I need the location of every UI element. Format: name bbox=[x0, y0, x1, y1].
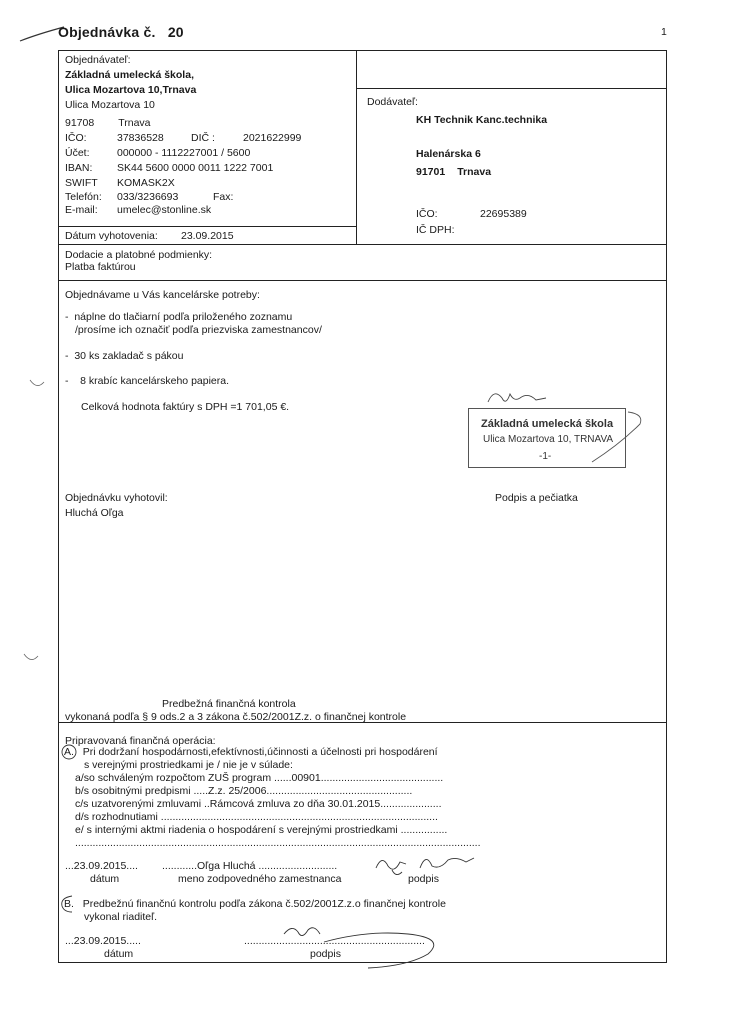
terms-top-line bbox=[58, 244, 667, 245]
dotted-line: ........................................................................................................................................... bbox=[75, 837, 481, 849]
order-item-2: - 30 ks zakladač s pákou bbox=[65, 350, 184, 362]
issued-by-name: Hluchá Oľga bbox=[65, 507, 124, 519]
responsible-name-label: meno zodpovedného zamestnanca bbox=[178, 873, 342, 885]
check-c-contracts: c/s uzatvorenými zmluvami ..Rámcová zmluva zo dňa 30.01.2015..................... bbox=[75, 798, 442, 810]
order-item-1-note: /prosíme ich označiť podľa priezviska zamestnancov/ bbox=[75, 324, 322, 336]
check-d-decisions: d/s rozhodnutiami ............................................................................................... bbox=[75, 811, 438, 823]
section-a-line-1: A. Pri dodržaní hospodárnosti,efektívnosti,účinnosti a účelnosti pri hospodárení bbox=[64, 746, 438, 758]
director-sign-dots: .............................................................. bbox=[244, 935, 425, 947]
check-a-budget: a/so schváleným rozpočtom ZUŠ program ......00901.......................................... bbox=[75, 772, 444, 784]
supplier-icdph-row: IČ DPH: bbox=[416, 224, 455, 236]
supplier-label: Dodávateľ: bbox=[367, 96, 418, 108]
responsible-date: ...23.09.2015.... bbox=[65, 860, 138, 872]
order-item-1: - náplne do tlačiarní podľa priloženého zoznamu bbox=[65, 311, 293, 323]
control-heading-1: Predbežná finančná kontrola bbox=[162, 698, 296, 710]
stamp-line-2: Ulica Mozartova 10, TRNAVA bbox=[483, 434, 614, 445]
header-divider bbox=[356, 50, 357, 244]
body-top-line bbox=[58, 280, 667, 281]
section-b-line-1: B. Predbežnú finančnú kontrolu podľa zákona č.502/2001Z.z.o finančnej kontrole bbox=[64, 898, 446, 910]
supplier-street: Halenárska 6 bbox=[416, 148, 481, 160]
section-a-line-2: s verejnými prostriedkami je / nie je v súlade: bbox=[84, 759, 293, 771]
director-date-label: dátum bbox=[104, 948, 134, 960]
responsible-name: ............Oľga Hluchá ........................... bbox=[162, 860, 338, 872]
director-date: ...23.09.2015..... bbox=[65, 935, 141, 947]
date-top-line bbox=[58, 226, 356, 227]
prepared-operation-label: Pripravovaná finančná operácia: bbox=[65, 735, 216, 747]
punch-mark-top bbox=[28, 378, 46, 390]
supplier-top-line bbox=[356, 88, 667, 89]
director-signature-2 bbox=[278, 920, 448, 972]
orderer-label: Objednávateľ: bbox=[65, 54, 131, 66]
order-item-3: - 8 krabíc kancelárskeho papiera. bbox=[65, 375, 230, 387]
order-intro: Objednávame u Vás kancelárske potreby: bbox=[65, 289, 260, 301]
supplier-zip-city: 91701 Trnava bbox=[416, 166, 492, 178]
section-b-line-2: vykonal riaditeľ. bbox=[84, 911, 158, 923]
orderer-street: Ulica Mozartova 10 bbox=[65, 99, 155, 111]
signature-stamp-label: Podpis a pečiatka bbox=[495, 492, 578, 504]
punch-mark-bottom bbox=[22, 652, 40, 664]
responsible-date-label: dátum bbox=[90, 873, 120, 885]
responsible-signature bbox=[370, 848, 480, 880]
responsible-sign-label: podpis bbox=[408, 873, 439, 885]
stamp-line-1: Základná umelecká škola bbox=[481, 418, 614, 430]
order-total: Celková hodnota faktúry s DPH =1 701,05 €. bbox=[81, 401, 290, 413]
control-heading-2: vykonaná podľa § 9 ods.2 a 3 zákona č.502/2001Z.z. o finančnej kontrole bbox=[65, 711, 407, 723]
orderer-iban-row: IBAN: SK44 5600 0000 0011 1222 7001 bbox=[65, 162, 274, 174]
issue-date-row: Dátum vyhotovenia: 23.09.2015 bbox=[65, 230, 234, 242]
terms-value: Platba faktúrou bbox=[65, 261, 136, 273]
terms-label: Dodacie a platobné podmienky: bbox=[65, 249, 213, 261]
issued-by-label: Objednávku vyhotovil: bbox=[65, 492, 168, 504]
orderer-email-row: E-mail: umelec@stonline.sk bbox=[65, 204, 212, 216]
orderer-ico-row: IČO: 37836528 DIČ : 2021622999 bbox=[65, 132, 302, 144]
orderer-swift-row: SWIFT KOMASK2X bbox=[65, 177, 175, 189]
orderer-phone-row: Telefón: 033/3236693 Fax: bbox=[65, 191, 234, 203]
document-title: Objednávka č. 20 bbox=[58, 24, 184, 40]
check-e-internal-acts: e/ s internými aktmi riadenia o hospodárení s verejnými prostriedkami ................ bbox=[75, 824, 448, 836]
supplier-name: KH Technik Kanc.technika bbox=[416, 114, 548, 126]
orderer-name-1: Základná umelecká škola, bbox=[65, 69, 194, 81]
orderer-account-row: Účet: 000000 - 1112227001 / 5600 bbox=[65, 147, 251, 159]
stamp-line-3: -1- bbox=[539, 451, 552, 462]
director-sign-label: podpis bbox=[310, 948, 341, 960]
page-number: 1 bbox=[661, 26, 667, 38]
orderer-zip-city: 91708 Trnava bbox=[65, 117, 151, 129]
orderer-name-2: Ulica Mozartova 10,Trnava bbox=[65, 84, 197, 96]
signature-flourish bbox=[580, 404, 650, 474]
check-b-regulations: b/s osobitnými predpismi .....Z.z. 25/2006.................................................. bbox=[75, 785, 413, 797]
supplier-ico-row: IČO: 22695389 bbox=[416, 208, 527, 220]
